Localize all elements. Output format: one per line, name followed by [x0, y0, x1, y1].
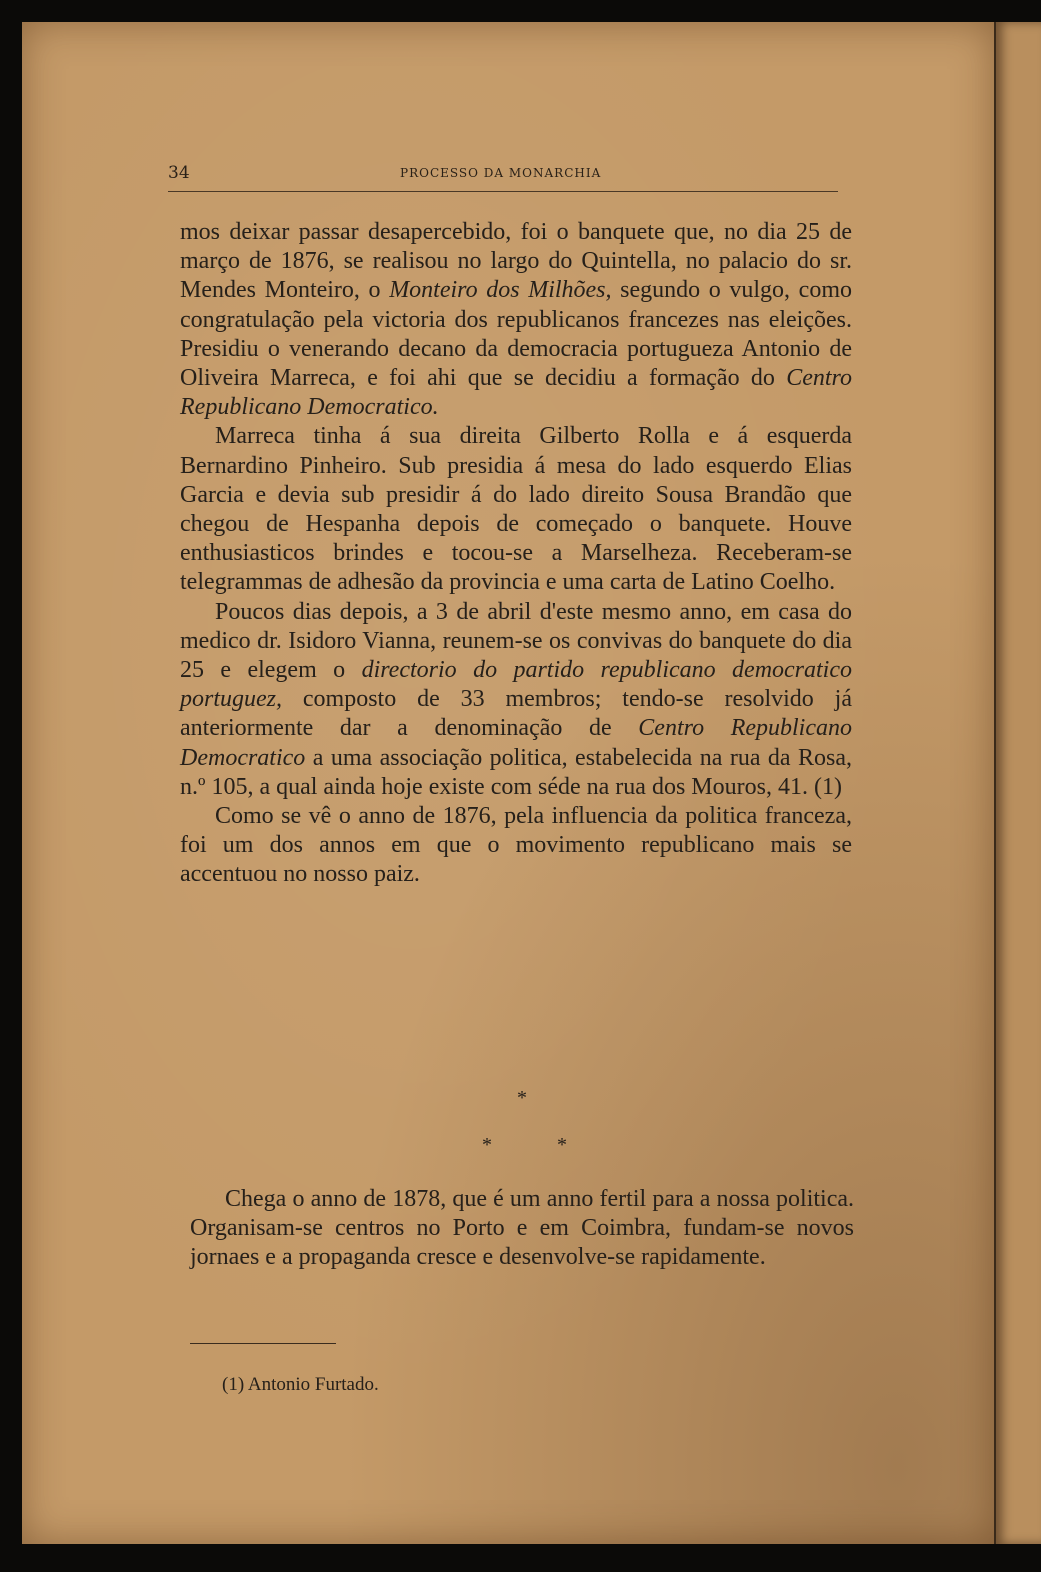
paragraph-3-italic-1: directorio do partido republicano democratico portuguez, — [180, 657, 852, 713]
paragraph-3 — [180, 598, 852, 802]
running-title: PROCESSO DA MONARCHIA — [400, 166, 602, 180]
paragraph-3-text-c: a uma associação politica, estabelecida na rua da Rosa, n.º 105, a qual ainda hoje existe com séde na rua dos Mouros, 41. (1) — [180, 744, 852, 800]
paragraph-1-text-a: mos deixar passar desapercebido, foi o banquete que, no dia 25 de março de 1876, se realisou no largo do Quintella, no palacio do sr. Mendes Monteiro, o — [180, 219, 852, 304]
paragraph-1 — [180, 218, 852, 422]
page-header — [168, 163, 838, 187]
asterism-star: * — [482, 1134, 492, 1156]
paragraph-5: Chega o anno de 1878, que é um anno fertil para a nossa politica. Organisam-se centros no Porto e em Coimbra, fundam-se novos jornaes e a propaganda cresce e desenvolve-se rapidamente. — [190, 1186, 854, 1271]
paragraph-1-italic-1: Monteiro dos Milhões, — [389, 277, 612, 304]
footnote-rule — [190, 1343, 336, 1344]
paragraph-3-text-b: composto de 33 membros; tendo-se resolvido já anteriormente dar a denominação de — [180, 686, 852, 742]
paragraph-2: Marreca tinha á sua direita Gilberto Rolla e á esquerda Bernardino Pinheiro. Sub presidia á mesa do lado esquerdo Elias Garcia e devia sub presidir á do lado direito Sousa Brandão que chegou de Hespanha depois de começado o banquete. Houve enthusiasticos brindes e tocou-se a Marselheza. Receberam-se telegrammas de adhesão da provincia e uma carta de Latino Coelho. — [180, 423, 852, 596]
final-paragraph-block — [190, 1185, 854, 1273]
paragraph-1-italic-2: Centro Republicano Democratico. — [180, 365, 852, 421]
paragraph-3-text-a: Poucos dias depois, a 3 de abril d'este mesmo anno, em casa do medico dr. Isidoro Vianna, reunem-se os convivas do banquete do dia 25 e elegem o — [180, 598, 852, 684]
header-rule — [168, 191, 838, 192]
footnote: (1) Antonio Furtado. — [222, 1374, 379, 1395]
paragraph-4: Como se vê o anno de 1876, pela influencia da politica franceza, foi um dos annos em que o movimento republicano mais se accentuou no nosso paiz. — [180, 803, 852, 888]
body-text — [180, 218, 852, 890]
asterism-star: * — [557, 1134, 567, 1156]
asterism-star: * — [517, 1087, 527, 1109]
paragraph-3-italic-2: Centro Republicano Democratico — [180, 715, 852, 771]
page-number: 34 — [168, 163, 190, 183]
paragraph-1-text-b: segundo o vulgo, como congratulação pela victoria dos republicanos francezes nas eleições. Presidiu o venerando decano da democracia portugueza Antonio de Oliveira Marreca, e foi ahi que se decidiu a formação do — [180, 277, 853, 392]
adjacent-page-edge — [994, 22, 1041, 1544]
